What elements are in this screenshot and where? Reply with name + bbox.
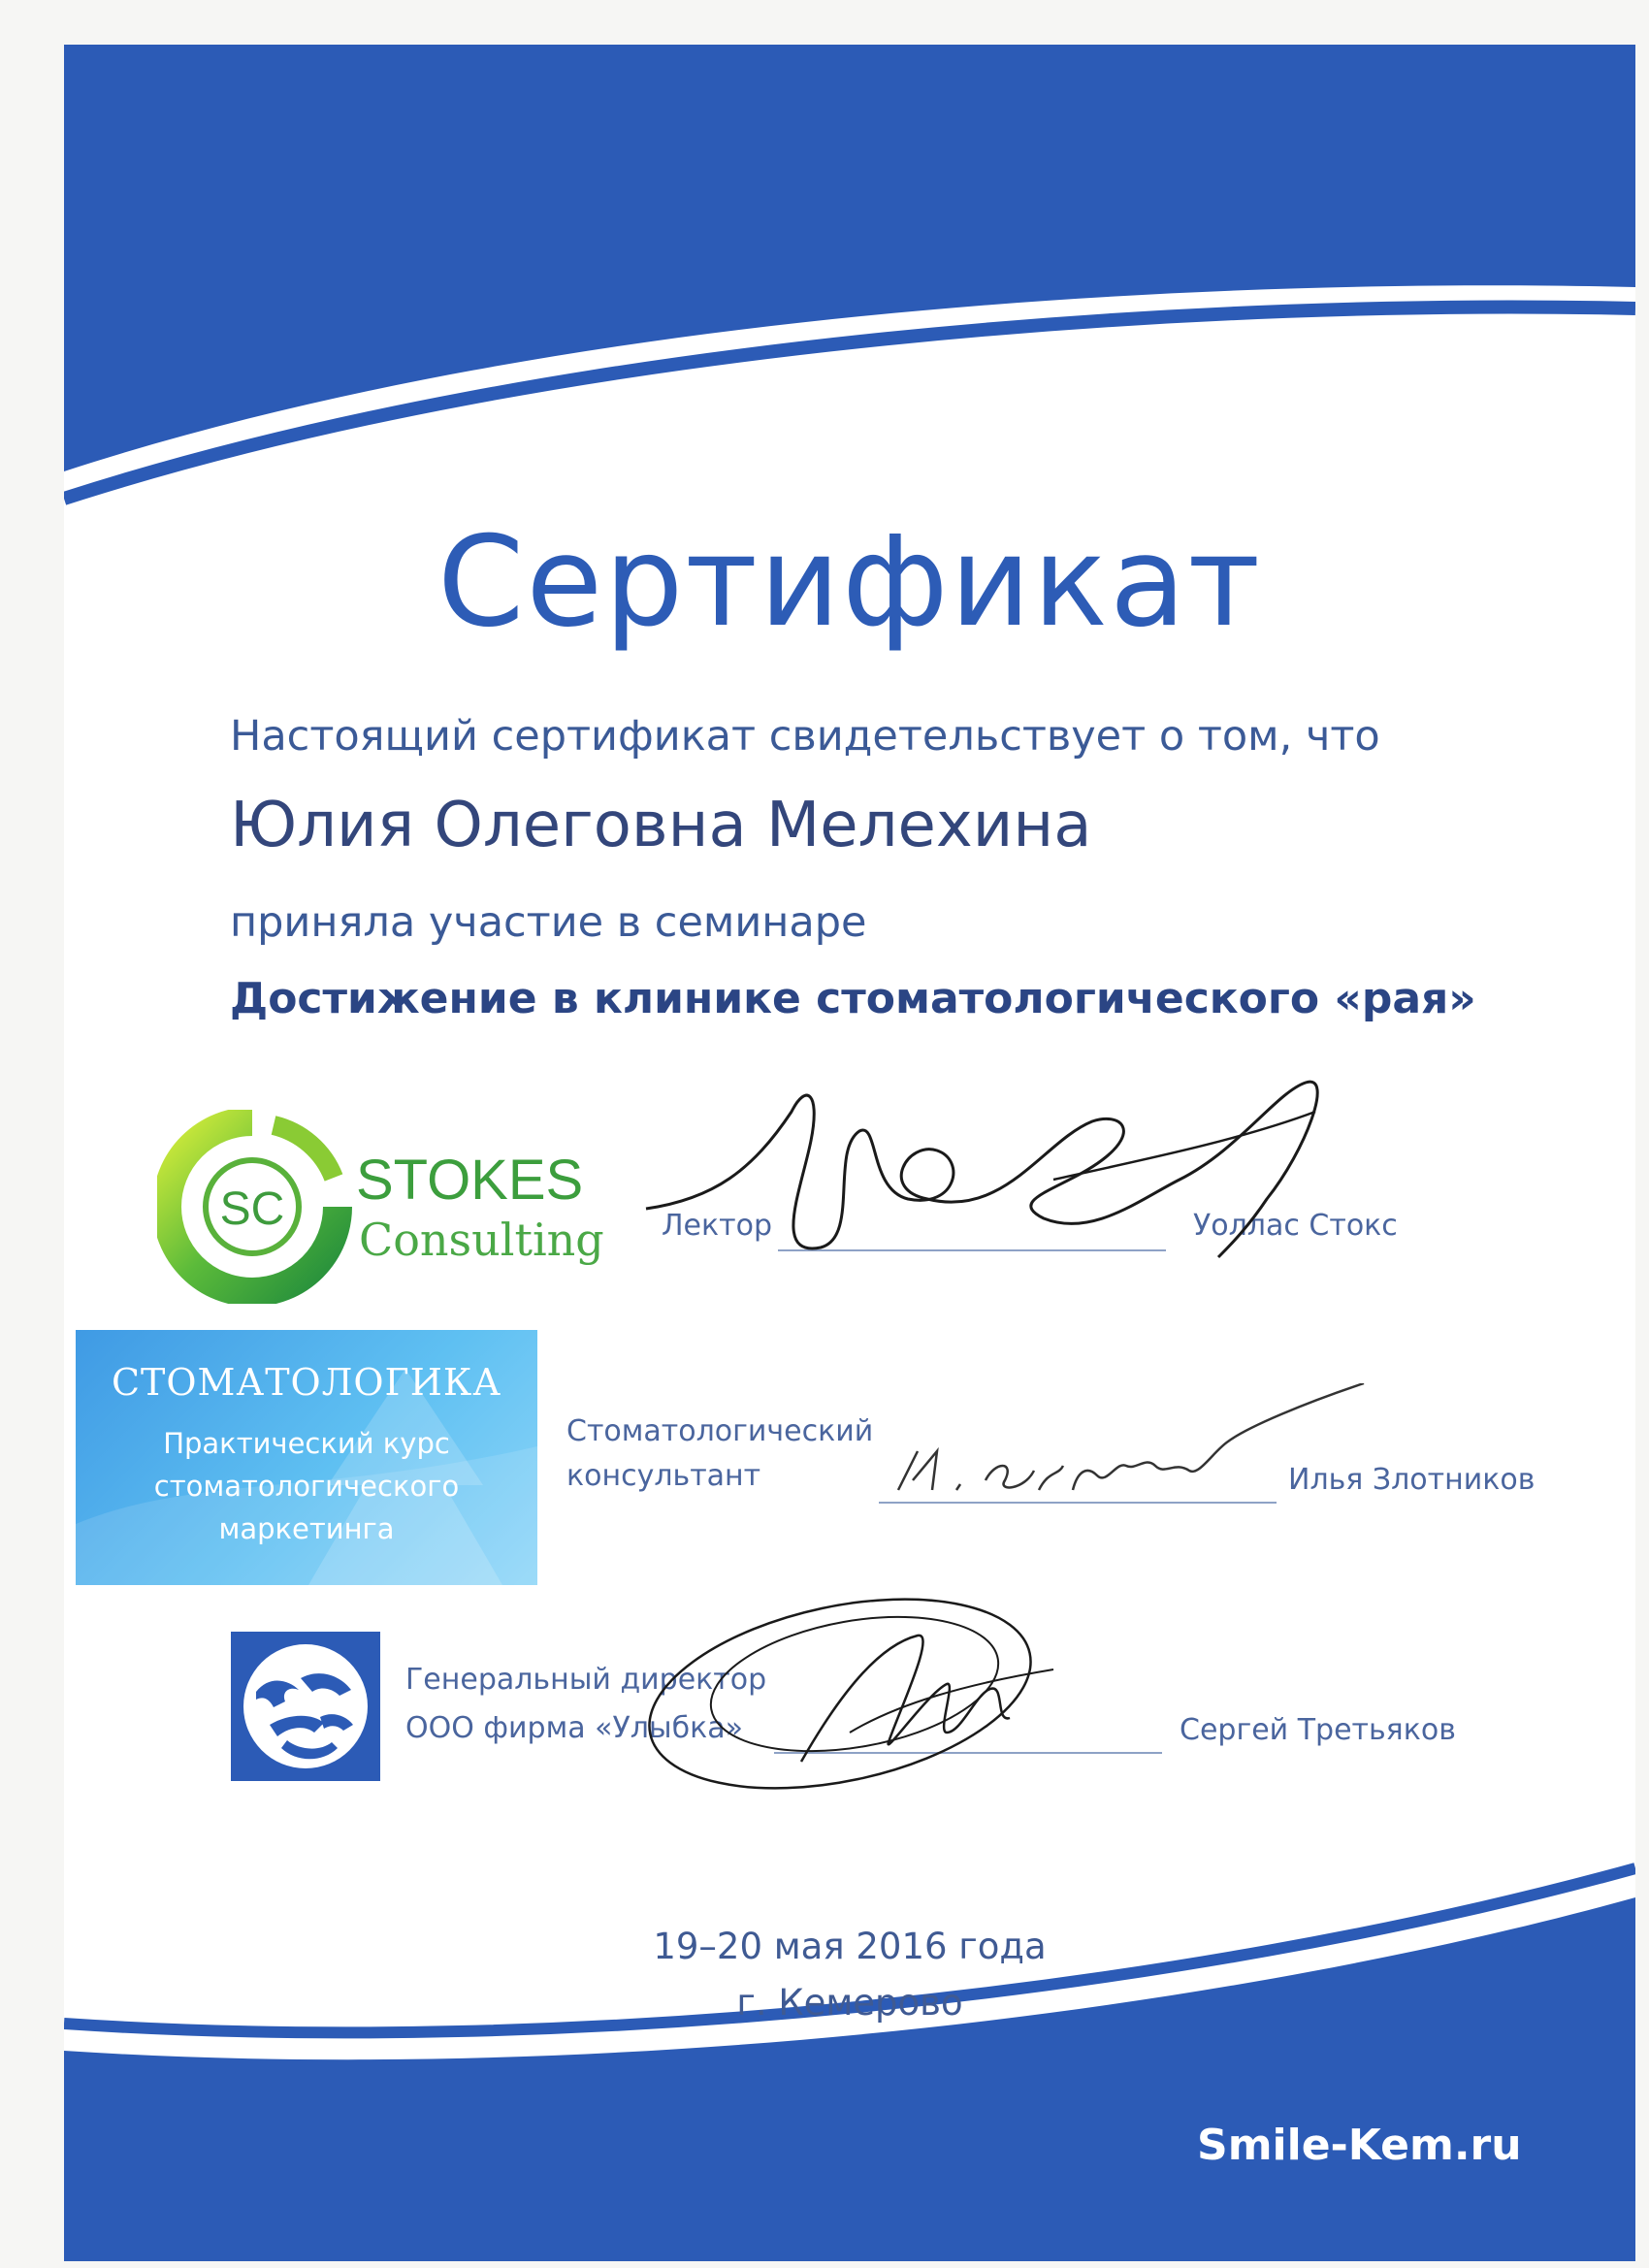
stomatologika-subtitle: [76, 1422, 537, 1550]
consultant-name: Илья Злотников: [1288, 1463, 1536, 1497]
lecturer-role: Лектор: [662, 1209, 773, 1243]
smile-company-logo: [231, 1632, 380, 1781]
consultant-role-line1: Стоматологический: [566, 1414, 874, 1448]
director-role-line2: ООО фирма «Улыбка»: [405, 1711, 743, 1745]
stomatologika-line2: стоматологического: [153, 1470, 460, 1503]
stomatologika-line3: маркетинга: [218, 1512, 395, 1545]
website-url: Smile-Kem.ru: [1197, 2121, 1522, 2170]
director-signature: [646, 1577, 1150, 1830]
certificate-sheet: [64, 45, 1635, 2261]
stokes-name: STOKES: [356, 1149, 584, 1212]
consultant-role-line2: консультант: [566, 1459, 761, 1493]
seminar-title: Достижение в клинике стоматологического «рая»: [230, 974, 1476, 1023]
stomatologika-title: СТОМАТОЛОГИКА: [111, 1361, 502, 1404]
certificate-title: Сертификат: [436, 510, 1263, 655]
event-date-place: [64, 1919, 1635, 2031]
director-name: Сергей Третьяков: [1180, 1713, 1456, 1747]
director-role-line1: Генеральный директор: [405, 1663, 767, 1697]
event-city: г. Кемерово: [736, 1982, 963, 2024]
lecturer-signature: [636, 1053, 1374, 1306]
consultant-signature: [879, 1383, 1383, 1509]
stokes-monogram: SC: [219, 1183, 285, 1235]
participation-text: приняла участие в семинаре: [230, 898, 867, 947]
intro-text: Настоящий сертификат свидетельствует о том, что: [230, 712, 1380, 761]
stomatologika-line1: Практический курс: [163, 1427, 450, 1460]
stokes-consulting-logo: [157, 1110, 662, 1308]
stomatologika-logo: [76, 1330, 537, 1585]
stokes-ring-icon: [157, 1110, 662, 1304]
stokes-subtitle: Consulting: [359, 1214, 604, 1266]
lecturer-name: Уоллас Стокс: [1193, 1209, 1398, 1243]
smile-company-logo-icon: [231, 1632, 380, 1781]
recipient-name: Юлия Олеговна Мелехина: [230, 790, 1092, 861]
event-dates: 19–20 мая 2016 года: [653, 1926, 1047, 1967]
